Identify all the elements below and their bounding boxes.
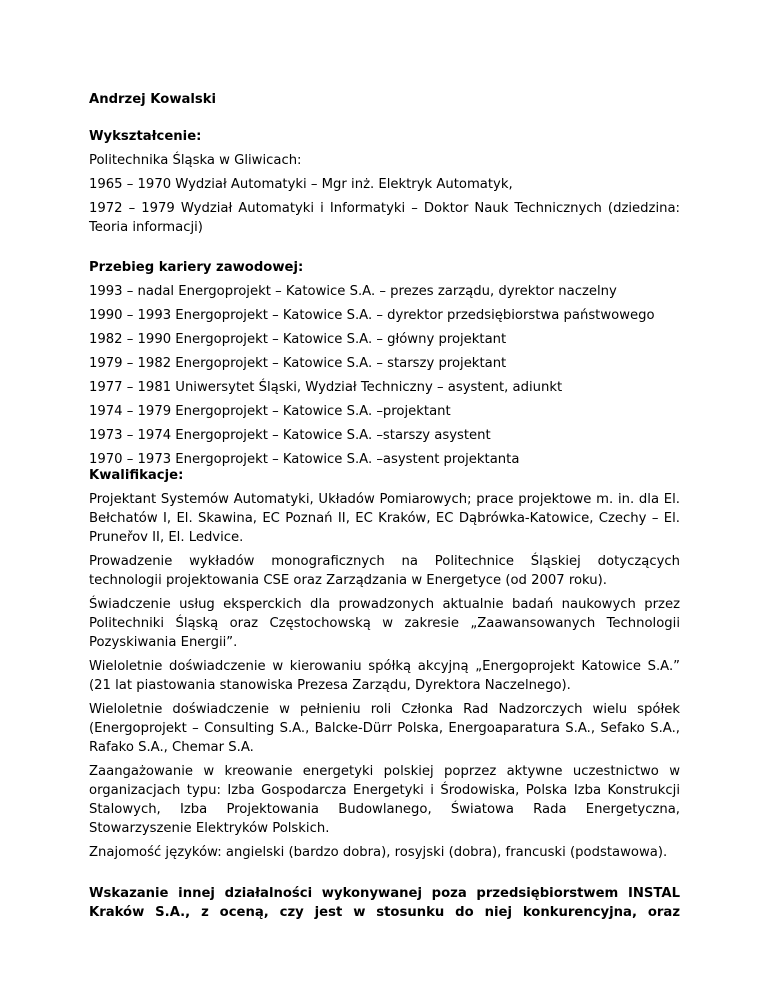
education-school: Politechnika Śląska w Gliwicach: bbox=[89, 153, 302, 168]
person-name: Andrzej Kowalski bbox=[89, 92, 217, 107]
career-entry: 1977 – 1981 Uniwersytet Śląski, Wydział Techniczny – asystent, adiunkt bbox=[89, 380, 563, 395]
qualification-paragraph: Zaangażowanie w kreowanie energetyki polskiej poprzez aktywne uczestnictwo w organizacjach typu: Izba Gospodarcza Energetyki i Środowiska, Polska Izba Konstrukcji Stalowych, Izba Projektowania Budowlanego, Światowa Rada Energetyczna, Stowarzyszenie Elektryków Polskich. bbox=[89, 764, 680, 836]
career-entry: 1979 – 1982 Energoprojekt – Katowice S.A. – starszy projektant bbox=[89, 356, 507, 371]
career-entry: 1974 – 1979 Energoprojekt – Katowice S.A. –projektant bbox=[89, 404, 451, 419]
career-entry: 1970 – 1973 Energoprojekt – Katowice S.A. –asystent projektanta bbox=[89, 452, 520, 467]
career-entry: 1973 – 1974 Energoprojekt – Katowice S.A. –starszy asystent bbox=[89, 428, 491, 443]
qualification-paragraph: Prowadzenie wykładów monograficznych na Politechnice Śląskiej dotyczących technologii projektowania CSE oraz Zarządzania w Energetyce (od 2007 roku). bbox=[89, 554, 680, 588]
career-entry: 1982 – 1990 Energoprojekt – Katowice S.A. – główny projektant bbox=[89, 332, 507, 347]
education-section bbox=[89, 127, 680, 242]
qualifications-section bbox=[89, 466, 680, 867]
career-entry: 1990 – 1993 Energoprojekt – Katowice S.A. – dyrektor przedsiębiorstwa państwowego bbox=[89, 308, 655, 323]
qualification-paragraph: Świadczenie usług eksperckich dla prowadzonych aktualnie badań naukowych przez Politechniki Śląską oraz Częstochowską w zakresie „Zaawansowanych Technologii Pozyskiwania Energii”. bbox=[89, 597, 680, 650]
career-entry: 1993 – nadal Energoprojekt – Katowice S.A. – prezes zarządu, dyrektor naczelny bbox=[89, 284, 617, 299]
other-activity-heading: Wskazanie innej działalności wykonywanej poza przedsiębiorstwem INSTAL Kraków S.A., z oceną, czy jest w stosunku do niej konkurencyjna, oraz bbox=[89, 886, 680, 920]
qualifications-heading: Kwalifikacje: bbox=[89, 468, 184, 483]
qualification-paragraph: Projektant Systemów Automatyki, Układów Pomiarowych; prace projektowe m. in. dla El. Bełchatów I, El. Skawina, EC Poznań II, EC Kraków, EC Dąbrówka-Katowice, Czechy – El. Pruneřov II, El. Ledvice. bbox=[89, 492, 680, 545]
qualification-paragraph: Znajomość języków: angielski (bardzo dobra), rosyjski (dobra), francuski (podstawowa). bbox=[89, 845, 668, 860]
career-section bbox=[89, 258, 680, 474]
career-heading: Przebieg kariery zawodowej: bbox=[89, 260, 304, 275]
education-heading: Wykształcenie: bbox=[89, 129, 202, 144]
qualification-paragraph: Wieloletnie doświadczenie w pełnieniu roli Członka Rad Nadzorczych wielu spółek (Energoprojekt – Consulting S.A., Balcke-Dürr Polska, Energoaparatura S.A., Sefako S.A., Rafako S.A., Chemar S.A. bbox=[89, 702, 680, 755]
education-entry: 1972 – 1979 Wydział Automatyki i Informatyki – Doktor Nauk Technicznych (dziedzina: Teoria informacji) bbox=[89, 201, 680, 235]
qualification-paragraph: Wieloletnie doświadczenie w kierowaniu spółką akcyjną „Energoprojekt Katowice S.A.” (21 lat piastowania stanowiska Prezesa Zarządu, Dyrektora Naczelnego). bbox=[89, 659, 680, 693]
education-entry: 1965 – 1970 Wydział Automatyki – Mgr inż. Elektryk Automatyk, bbox=[89, 177, 513, 192]
